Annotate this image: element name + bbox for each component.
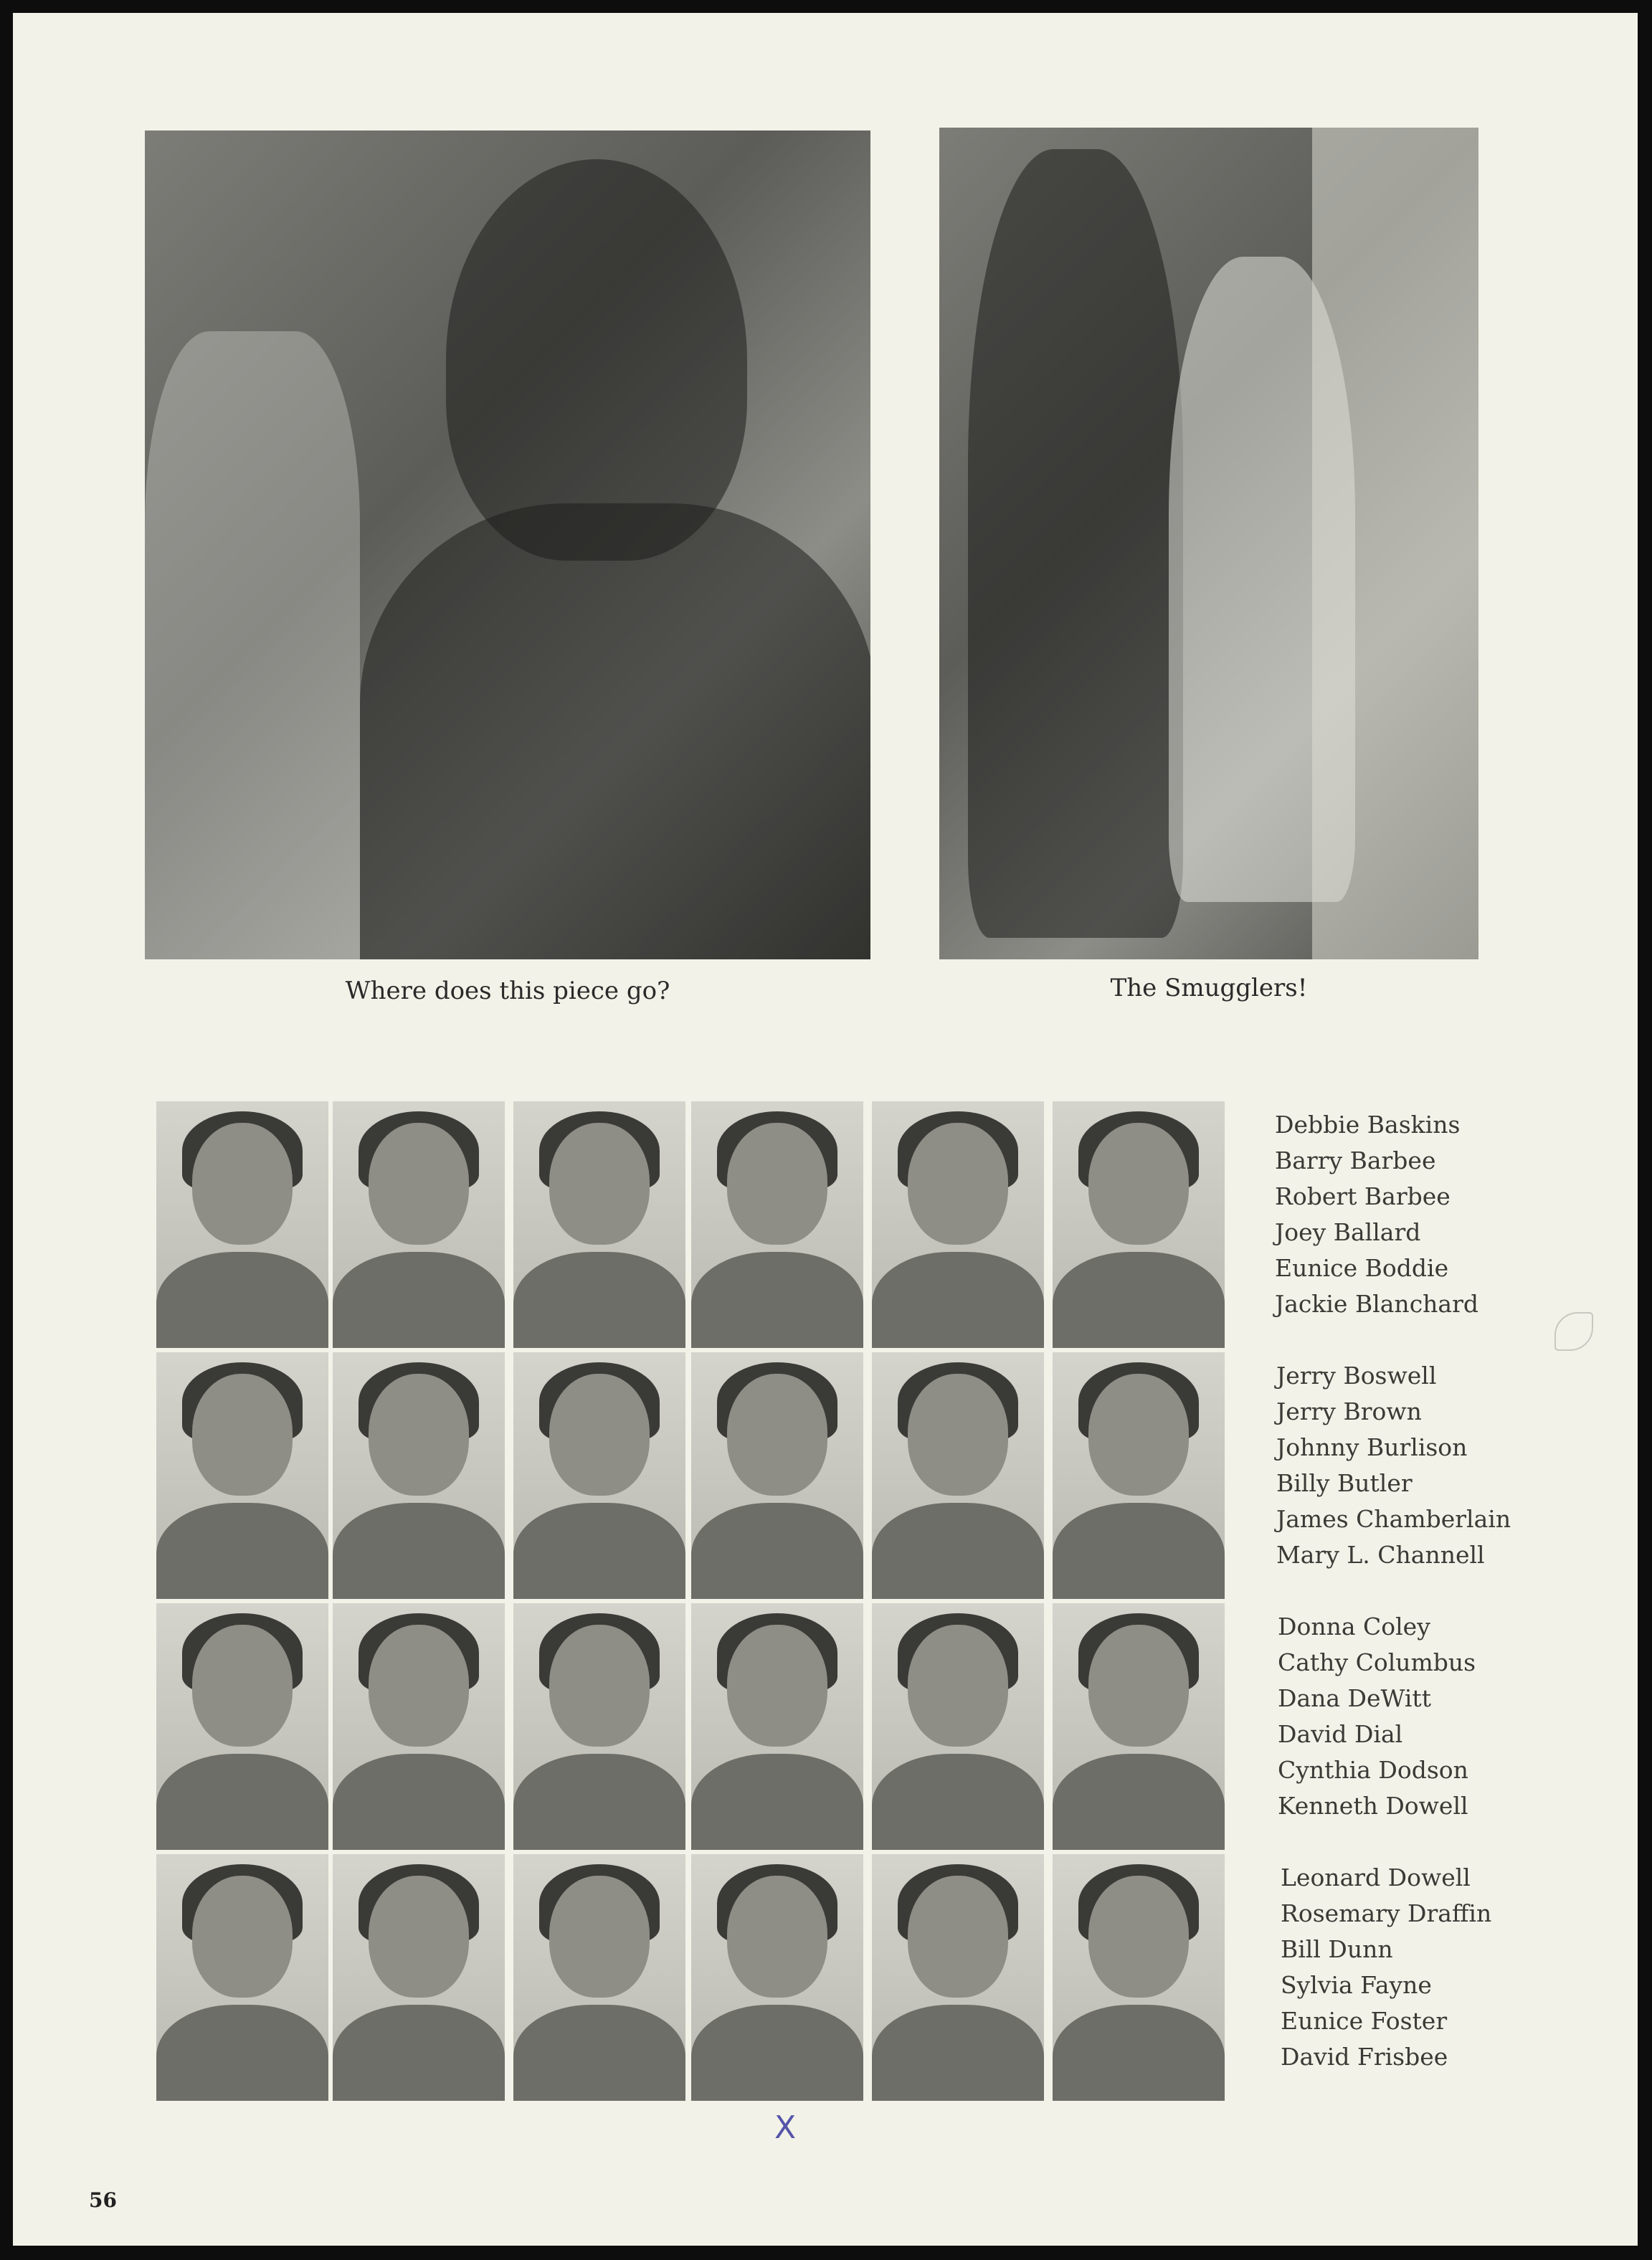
portrait-photo [1053, 1854, 1225, 2101]
portrait-photo [513, 1603, 685, 1850]
portrait-photo [1053, 1352, 1225, 1599]
student-name: Cynthia Dodson [1278, 1756, 1468, 1784]
student-name: Jackie Blanchard [1275, 1290, 1478, 1318]
portrait-photo [513, 1101, 685, 1348]
portrait-photo [691, 1352, 863, 1599]
student-name: Billy Butler [1276, 1469, 1413, 1497]
student-name: Eunice Boddie [1275, 1254, 1449, 1282]
portrait-photo [156, 1101, 328, 1348]
portrait-photo [1053, 1101, 1225, 1348]
leaf-doodle [1554, 1312, 1593, 1351]
student-name: Johnny Burlison [1276, 1433, 1468, 1461]
portrait-photo [1053, 1603, 1225, 1850]
student-name: Leonard Dowell [1281, 1863, 1471, 1891]
student-name: David Frisbee [1281, 2043, 1448, 2071]
name-list [1278, 1609, 1476, 1824]
portrait-photo [691, 1101, 863, 1348]
portrait-photo [872, 1352, 1044, 1599]
student-name: Joey Ballard [1275, 1218, 1421, 1246]
student-name: Eunice Foster [1281, 2007, 1448, 2035]
student-name: James Chamberlain [1276, 1505, 1511, 1533]
student-name: Rosemary Draffin [1281, 1899, 1492, 1927]
portrait-photo [691, 1603, 863, 1850]
portrait-photo [333, 1101, 505, 1348]
student-name: Mary L. Channell [1276, 1541, 1485, 1569]
photo-girl-with-instrument [145, 130, 870, 959]
student-name: Dana DeWitt [1278, 1684, 1431, 1712]
student-name: Donna Coley [1278, 1613, 1430, 1641]
portrait-photo [872, 1101, 1044, 1348]
student-name: Sylvia Fayne [1281, 1971, 1432, 1999]
name-list [1281, 1860, 1491, 2075]
portrait-photo [333, 1603, 505, 1850]
portrait-photo [691, 1854, 863, 2101]
student-name: Barry Barbee [1275, 1146, 1436, 1174]
student-name: Jerry Boswell [1276, 1362, 1437, 1390]
portrait-photo [872, 1603, 1044, 1850]
portrait-photo [513, 1854, 685, 2101]
left-photo-caption: Where does this piece go? [345, 977, 670, 1005]
student-name: Kenneth Dowell [1278, 1792, 1468, 1820]
x-mark: X [774, 2109, 797, 2146]
right-photo-caption: The Smugglers! [1110, 974, 1308, 1002]
portrait-photo [333, 1352, 505, 1599]
name-list [1276, 1358, 1511, 1573]
portrait-photo [333, 1854, 505, 2101]
student-name: Debbie Baskins [1275, 1111, 1461, 1139]
student-name: David Dial [1278, 1720, 1403, 1748]
portrait-photo [156, 1603, 328, 1850]
yearbook-page [13, 13, 1638, 2246]
student-name: Cathy Columbus [1278, 1648, 1476, 1676]
portrait-photo [156, 1352, 328, 1599]
student-name: Bill Dunn [1281, 1935, 1393, 1963]
page-number: 56 [89, 2188, 117, 2212]
student-name: Robert Barbee [1275, 1182, 1451, 1210]
student-name: Jerry Brown [1276, 1397, 1422, 1425]
name-list [1275, 1107, 1478, 1322]
portrait-photo [872, 1854, 1044, 2101]
portrait-photo [513, 1352, 685, 1599]
portrait-photo [156, 1854, 328, 2101]
photo-smugglers [939, 128, 1478, 959]
